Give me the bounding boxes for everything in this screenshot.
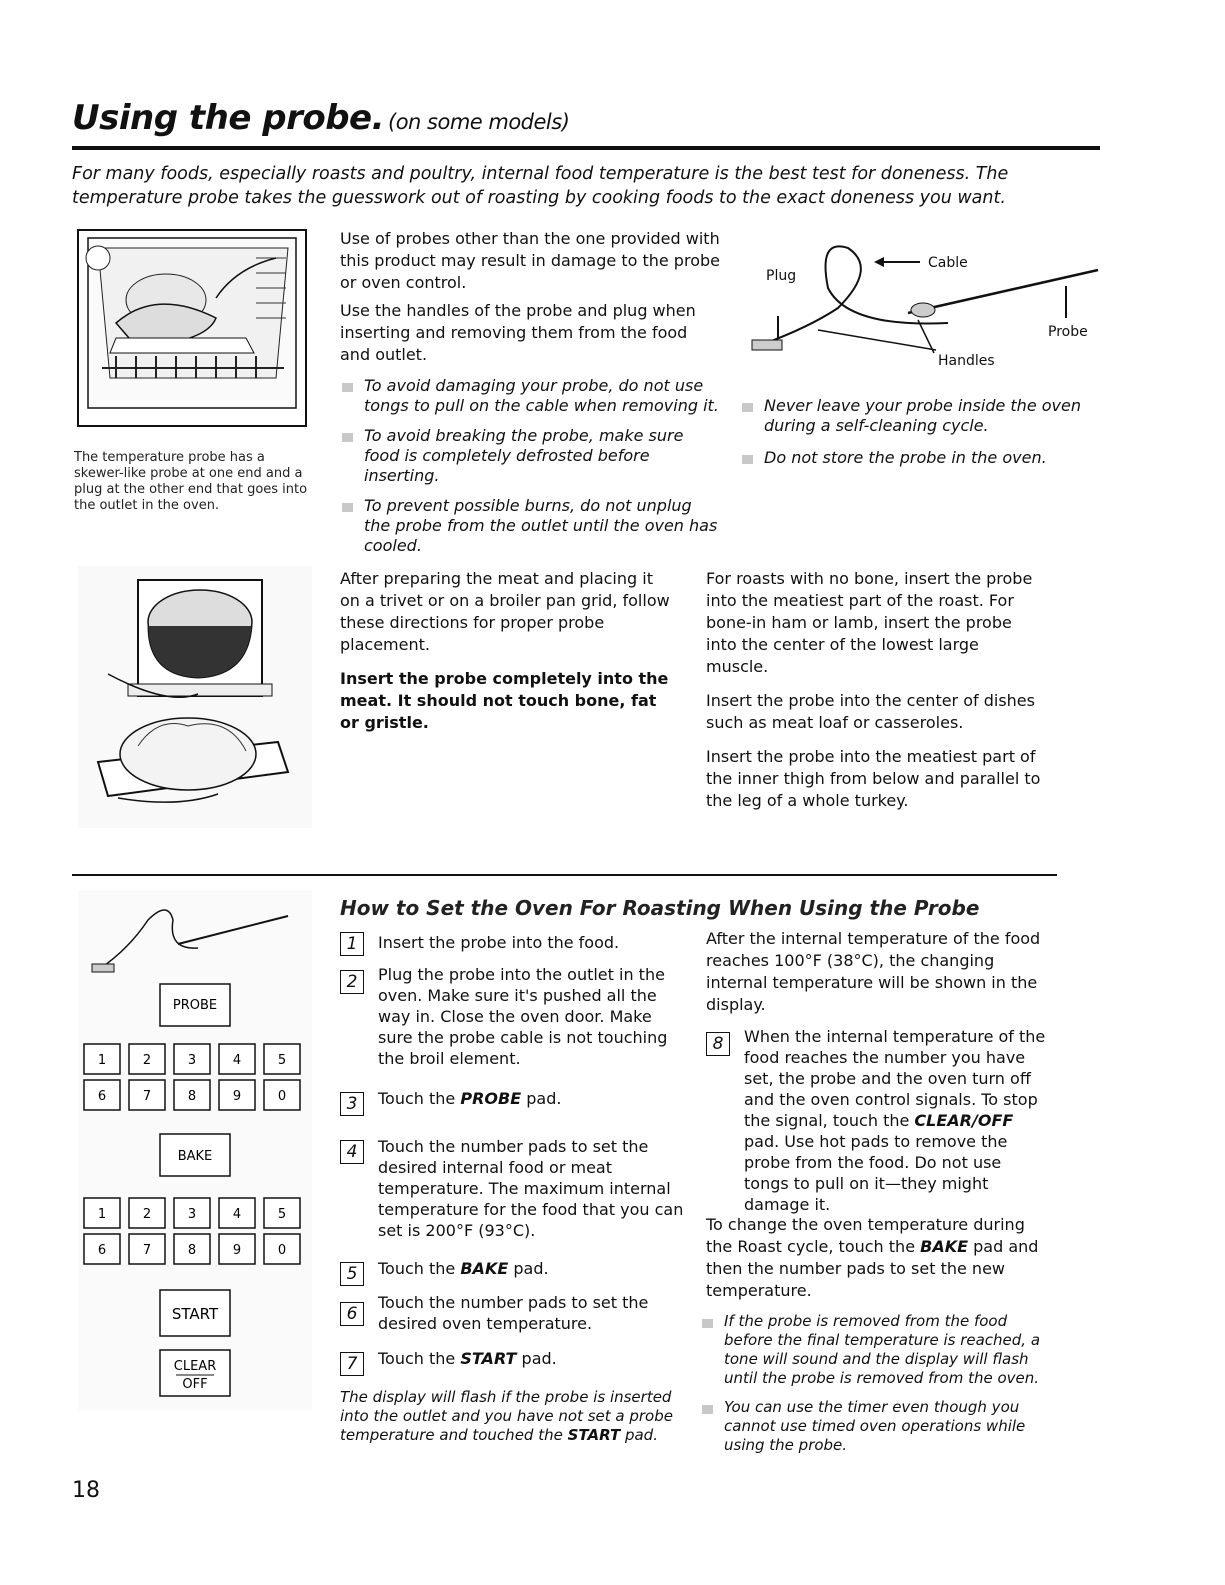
start-pad-ref: START xyxy=(460,1349,517,1368)
step-2 xyxy=(340,964,680,1069)
bake-key-label: BAKE xyxy=(177,1149,213,1164)
placement-right-text xyxy=(706,568,1046,818)
start-key-label: START xyxy=(171,1305,219,1323)
step-number: 2 xyxy=(340,970,364,994)
probe-storage-list xyxy=(740,396,1100,478)
note-item: If the probe is removed from the food before the final temperature is reached, a tone will sound and the display will flash until the probe is removed from the oven. xyxy=(700,1312,1060,1388)
change-temp-end: pad and then the number pads to set the new temperature. xyxy=(706,1237,1039,1300)
key-9: 9 xyxy=(232,1089,242,1104)
step-text: Touch the number pads to set the desired oven temperature. xyxy=(378,1293,649,1333)
key-7: 7 xyxy=(142,1089,152,1104)
storage-item: Never leave your probe inside the oven during a self-cleaning cycle. xyxy=(740,396,1100,436)
placement-roast: For roasts with no bone, insert the probe into the meatiest part of the roast. For bone-in ham or lamb, insert the probe into the center of the lowest large muscle. xyxy=(706,569,1033,676)
keypad-row-1 xyxy=(84,1044,300,1074)
step-text: When the internal temperature of the food reaches the number you have set, the probe and the oven turn off and the oven control signals. To stop the signal, touch the xyxy=(744,1027,1046,1130)
howto-notes-list xyxy=(700,1312,1060,1465)
step-6 xyxy=(340,1292,670,1334)
key-5: 5 xyxy=(277,1053,287,1068)
key-2: 2 xyxy=(142,1053,152,1068)
title-rule xyxy=(72,146,1100,150)
note-text: The display will flash if the probe is inserted into the outlet and you have not set a probe temperature and touched the xyxy=(340,1388,673,1444)
placement-text xyxy=(340,568,670,740)
step-text: Plug the probe into the outlet in the oven. Make sure it's pushed all the way in. Close the oven door. Make sure the probe cable is not touching the broil element. xyxy=(378,965,668,1068)
probe-illustration xyxy=(748,228,1113,378)
key-6: 6 xyxy=(97,1089,107,1104)
probe-label: Probe xyxy=(1048,324,1088,340)
step-1 xyxy=(340,932,680,953)
oven-illustration xyxy=(76,228,310,438)
keypad-illustration xyxy=(78,890,312,1410)
bake-pad-ref: BAKE xyxy=(920,1237,969,1256)
off-key-label: OFF xyxy=(182,1377,208,1392)
step-number: 8 xyxy=(706,1032,730,1056)
step-text: Touch the number pads to set the desired internal food or meat temperature. The maximum internal temperature for the food that you can set is 200°F (93°C). xyxy=(378,1137,684,1240)
display-flash-note xyxy=(340,1388,685,1445)
oven-caption: The temperature probe has a skewer-like probe at one end and a plug at the other end that goes into the outlet in the oven. xyxy=(74,450,308,513)
handles-paragraph: Use the handles of the probe and plug when inserting and removing them from the food and outlet. xyxy=(340,301,696,364)
step-text: Touch the xyxy=(378,1259,461,1278)
keypad-row-3 xyxy=(84,1198,300,1228)
bake-pad-ref: BAKE xyxy=(460,1259,509,1278)
handles-label: Handles xyxy=(938,353,995,369)
step-text: Touch the xyxy=(378,1089,461,1108)
probe-key-label: PROBE xyxy=(172,998,218,1013)
key-8b: 8 xyxy=(187,1243,197,1258)
key-0b: 0 xyxy=(277,1243,287,1258)
key-8: 8 xyxy=(187,1089,197,1104)
placement-bold: Insert the probe completely into the meat. It should not touch bone, fat or gristle. xyxy=(340,669,669,732)
cable-label: Cable xyxy=(928,255,968,271)
placement-turkey: Insert the probe into the meatiest part of the inner thigh from below and parallel to the leg of a whole turkey. xyxy=(706,747,1041,810)
key-1b: 1 xyxy=(97,1207,107,1222)
storage-item: Do not store the probe in the oven. xyxy=(740,448,1100,468)
step-text-end: pad. xyxy=(521,1089,562,1108)
key-1: 1 xyxy=(97,1053,107,1068)
change-temp-text xyxy=(706,1214,1046,1302)
step-text-end: pad. Use hot pads to remove the probe from the food. Do not use tongs to pull on it—they might damage it. xyxy=(744,1132,1008,1214)
step-number: 6 xyxy=(340,1302,364,1326)
plug-label: Plug xyxy=(766,268,797,284)
section-heading: How to Set the Oven For Roasting When Using the Probe xyxy=(340,896,980,920)
probe-usage-text xyxy=(340,228,720,372)
key-3b: 3 xyxy=(187,1207,197,1222)
temp-display-text: After the internal temperature of the food reaches 100°F (38°C), the changing internal temperature will be shown in the display. xyxy=(706,929,1041,1014)
page-title-sub: (on some models) xyxy=(388,110,570,134)
key-6b: 6 xyxy=(97,1243,107,1258)
change-temp-start: To change the oven temperature during the Roast cycle, touch the xyxy=(706,1215,1025,1256)
clear-off-pad-ref: CLEAR/OFF xyxy=(914,1111,1014,1130)
key-5b: 5 xyxy=(277,1207,287,1222)
step-text: Touch the xyxy=(378,1349,461,1368)
start-pad-ref: START xyxy=(567,1426,621,1444)
placement-dishes: Insert the probe into the center of dishes such as meat loaf or casseroles. xyxy=(706,691,1035,732)
step-5 xyxy=(340,1258,680,1284)
intro-text: For many foods, especially roasts and poultry, internal food temperature is the best test for doneness. The temperature probe takes the guesswork out of roasting by cooking foods to the exact doneness you want. xyxy=(72,164,1009,208)
probe-pad-ref: PROBE xyxy=(460,1089,522,1108)
section-rule xyxy=(72,874,1057,876)
key-9b: 9 xyxy=(232,1243,242,1258)
step-text-end: pad. xyxy=(508,1259,549,1278)
note-text-end: pad. xyxy=(620,1426,658,1444)
step-number: 1 xyxy=(340,932,364,956)
food-illustration xyxy=(78,566,312,828)
step-7 xyxy=(340,1348,670,1374)
caution-item: To prevent possible burns, do not unplug the probe from the outlet until the oven has cooled. xyxy=(340,496,720,556)
keypad-row-4 xyxy=(84,1234,300,1264)
clear-key-label: CLEAR xyxy=(173,1359,217,1374)
step-number: 5 xyxy=(340,1262,364,1286)
page-title: Using the probe. (on some models) xyxy=(72,98,570,138)
step-number: 4 xyxy=(340,1140,364,1164)
key-7b: 7 xyxy=(142,1243,152,1258)
step-text-end: pad. xyxy=(516,1349,557,1368)
caution-item: To avoid damaging your probe, do not use tongs to pull on the cable when removing it. xyxy=(340,376,720,416)
probe-warning-paragraph: Use of probes other than the one provided with this product may result in damage to the probe or oven control. xyxy=(340,229,720,292)
key-2b: 2 xyxy=(142,1207,152,1222)
key-0: 0 xyxy=(277,1089,287,1104)
note-item: You can use the timer even though you cannot use timed oven operations while using the probe. xyxy=(700,1398,1060,1455)
step-number: 3 xyxy=(340,1092,364,1116)
step-text: Insert the probe into the food. xyxy=(378,933,620,952)
key-4b: 4 xyxy=(232,1207,242,1222)
placement-paragraph: After preparing the meat and placing it on a trivet or on a broiler pan grid, follow these directions for proper probe placement. xyxy=(340,569,670,654)
step-number: 7 xyxy=(340,1352,364,1376)
caution-item: To avoid breaking the probe, make sure food is completely defrosted before inserting. xyxy=(340,426,720,486)
step-3 xyxy=(340,1088,680,1114)
key-4: 4 xyxy=(232,1053,242,1068)
step-8 xyxy=(706,1026,1051,1215)
step-4 xyxy=(340,1136,685,1241)
page-number: 18 xyxy=(72,1478,100,1503)
probe-caution-list xyxy=(340,376,720,566)
key-3: 3 xyxy=(187,1053,197,1068)
keypad-row-2 xyxy=(84,1080,300,1110)
